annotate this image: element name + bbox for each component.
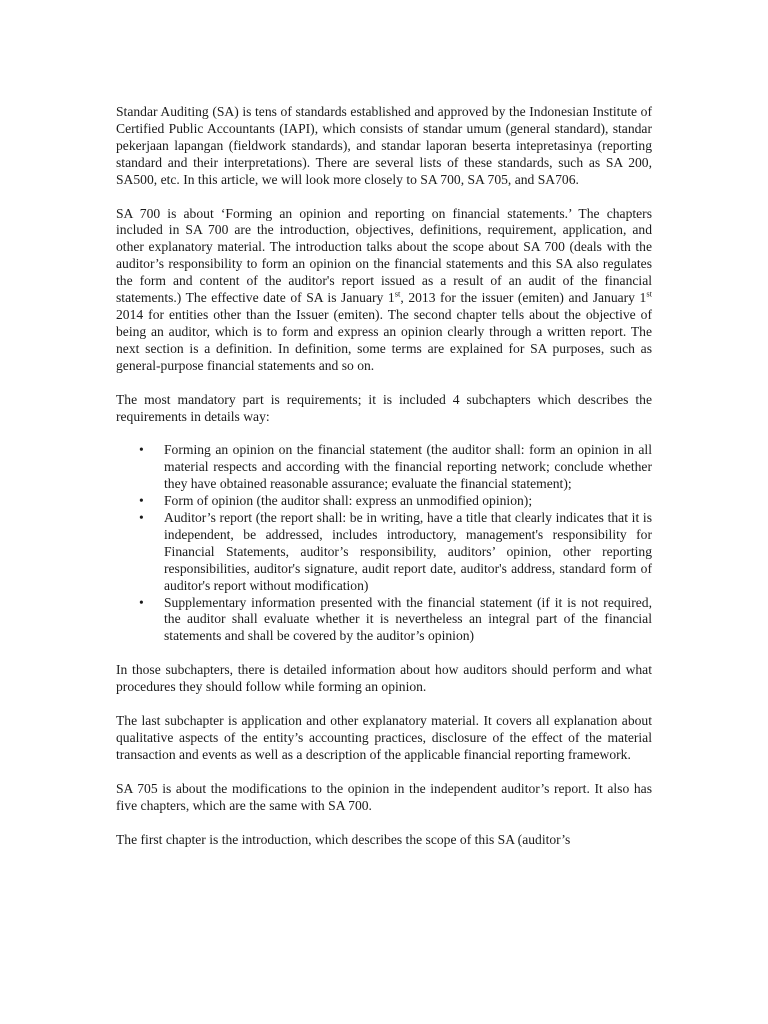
list-item-text: Auditor’s report (the report shall: be in writing, have a title that clearly indicates that it is independent, be addressed, includes introductory, management's responsibility for Financial Statements, auditor’s responsibility, auditors’ opinion, other reporting responsibilities, auditor's signature, audit report date, auditor's address, standard form of auditor's report without modification) [164, 510, 652, 593]
paragraph-sa700 [116, 206, 652, 375]
paragraph-application: The last subchapter is application and other explanatory material. It covers all explanation about qualitative aspects of the entity’s accounting practices, disclosure of the effect of the material transaction and events as well as a description of the applicable financial reporting framework. [116, 713, 652, 762]
paragraph-requirements: The most mandatory part is requirements; it is included 4 subchapters which describes the requirements in details way: [116, 391, 652, 424]
requirements-list [116, 442, 652, 645]
list-item [116, 493, 652, 510]
bullet-icon: • [139, 493, 144, 509]
superscript-st-2: st [646, 288, 652, 299]
paragraph-sa700-part-a: SA 700 is about ‘Forming an opinion and reporting on financial statements.’ The chapters included in SA 700 are the introduction, objectives, definitions, requirement, application, and other explanatory material. The introduction talks about the scope about SA 700 (deals with the auditor’s responsibility to form an opinion on the financial statements and this SA also regulates the form and content of the auditor's report issued as a result of an audit of the financial statements.) The effective date of SA is January 1 [116, 205, 652, 306]
bullet-icon: • [139, 510, 144, 526]
list-item [116, 442, 652, 493]
bullet-icon: • [139, 442, 144, 458]
paragraph-first-chapter: The first chapter is the introduction, which describes the scope of this SA (auditor’s [116, 831, 571, 847]
paragraph-sa705: SA 705 is about the modifications to the opinion in the independent auditor’s report. It also has five chapters, which are the same with SA 700. [116, 780, 652, 813]
list-item-text: Form of opinion (the auditor shall: express an unmodified opinion); [164, 493, 533, 509]
paragraph-subchapters: In those subchapters, there is detailed information about how auditors should perform and what procedures they should follow while forming an opinion. [116, 662, 652, 695]
paragraph-sa700-part-b: , 2013 for the issuer (emiten) and January 1 [400, 290, 647, 306]
list-item-text: Supplementary information presented with the financial statement (if it is not required, the auditor shall evaluate whether it is nevertheless an integral part of the financial statements and shall be covered by the auditor’s opinion) [164, 594, 652, 644]
list-item-text: Forming an opinion on the financial statement (the auditor shall: form an opinion in all material respects and according with the financial reporting network; conclude whether they have obtained reasonable assurance; evaluate the financial statement); [164, 442, 652, 492]
list-item [116, 510, 652, 595]
paragraph-sa700-part-c: 2014 for entities other than the Issuer (emiten). The second chapter tells about the objective of being an auditor, which is to form and express an opinion clearly through a written report. The next section is a definition. In definition, some terms are explained for SA purposes, such as general-purpose financial statements and so on. [116, 306, 652, 373]
document-page [116, 104, 652, 866]
superscript-st-1: st [394, 288, 401, 299]
list-item [116, 595, 652, 646]
paragraph-intro: Standar Auditing (SA) is tens of standards established and approved by the Indonesian Institute of Certified Public Accountants (IAPI), which consists of standar umum (general standard), standar pekerjaan lapangan (fieldwork standards), and standar laporan beserta intepretasinya (reporting standard and their interpretations). There are several lists of these standards, such as SA 200, SA500, etc. In this article, we will look more closely to SA 700, SA 705, and SA706. [116, 104, 652, 187]
bullet-icon: • [139, 594, 144, 610]
